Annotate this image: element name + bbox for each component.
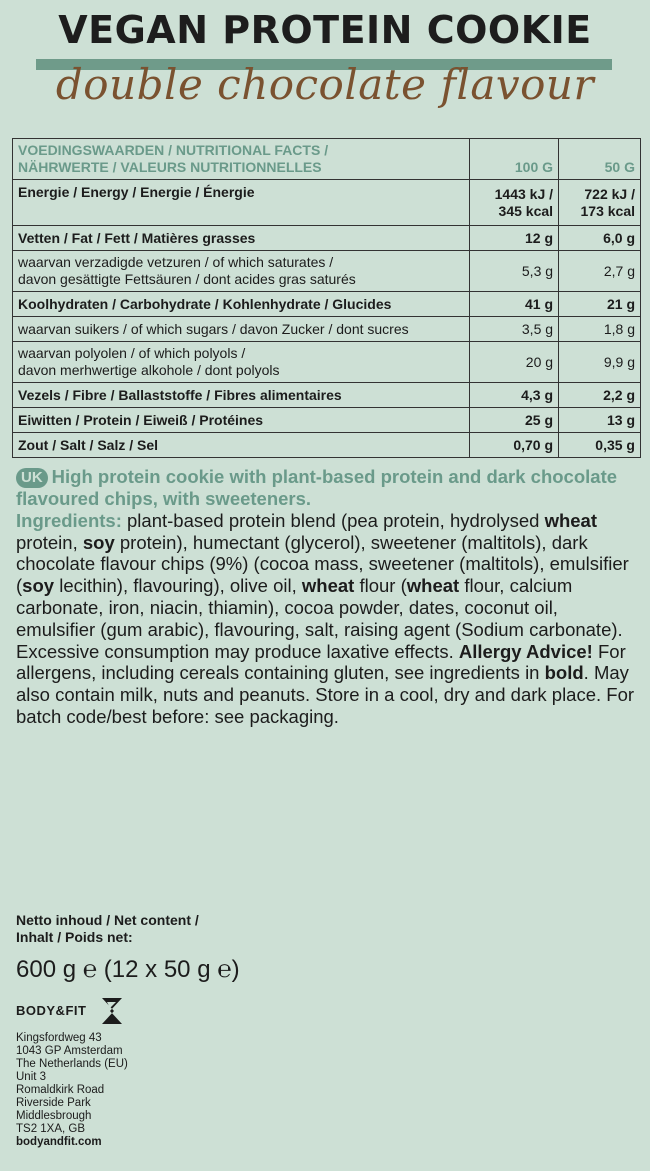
table-row (13, 226, 641, 251)
row-value-50g: 13 g (559, 408, 641, 433)
row-value-50g: 1,8 g (559, 317, 641, 342)
row-value-50g: 6,0 g (559, 226, 641, 251)
nutrition-header-row (13, 139, 641, 180)
estimated-sign-icon: ℮ (82, 956, 98, 983)
row-value-50g: 21 g (559, 292, 641, 317)
ingredients-text: plant-based protein blend (pea protein, hydrolysed (121, 509, 545, 531)
table-row (13, 317, 641, 342)
row-value-50g: 0,35 g (559, 433, 641, 458)
ingredients-text: protein), humectant (glycerol), sweetener (maltitols), dark chocolate flavour chips (9%) (cocoa mass, sweetener (maltitols), emulsifier ( (16, 531, 629, 597)
row-label (13, 180, 470, 226)
allergen-keyword: wheat (301, 575, 355, 597)
row-label: Eiwitten / Protein / Eiweiß / Protéines (13, 408, 470, 433)
net-content-label-line: Inhalt / Poids net: (16, 929, 133, 945)
ingredients-text: For allergens, including cereals containing gluten, see ingredients in (16, 640, 626, 684)
row-label (13, 342, 470, 383)
table-row (13, 383, 641, 408)
nutrition-table (12, 138, 641, 458)
address-line: Unit 3 (16, 1071, 47, 1083)
allergen-keyword: wheat (544, 509, 598, 531)
row-value-100g: 4,3 g (470, 383, 559, 408)
bodyandfit-logo-mark-icon (101, 997, 123, 1025)
row-value-100g: 3,5 g (470, 317, 559, 342)
row-label-line: davon gesättigte Fettsäuren / dont acides gras saturés (18, 271, 356, 287)
allergen-keyword: soy (22, 575, 55, 597)
row-value-100g: 20 g (470, 342, 559, 383)
row-label-line: waarvan polyolen / of which polyols / (18, 345, 246, 361)
row-value-100g: 25 g (470, 408, 559, 433)
ingredients-text: flour, calcium carbonate, iron, niacin, thiamin), cocoa powder, dates, coconut oil, emulsifier (gum arabic), flavouring, salt, raising agent (Sodium carbonate). Excessive consumption may produce laxative effects. (16, 575, 623, 662)
address-line: Middlesbrough (16, 1110, 92, 1122)
nutrition-header-label-line1: VOEDINGSWAARDEN / NUTRITIONAL FACTS / (18, 142, 329, 158)
company-address (16, 1032, 128, 1149)
table-row (13, 180, 641, 226)
ingredients-text: flour ( (354, 575, 407, 597)
row-value-50g: 9,9 g (559, 342, 641, 383)
allergen-keyword: wheat (406, 575, 460, 597)
net-content-label-line: Netto inhoud / Net content / (16, 912, 199, 928)
table-row (13, 342, 641, 383)
row-value-100g (470, 180, 559, 226)
row-label: Zout / Salt / Salz / Sel (13, 433, 470, 458)
net-weight-close: ) (231, 956, 240, 983)
product-description (16, 466, 641, 728)
product-title: VEGAN PROTEIN COOKIE (58, 8, 592, 52)
address-line: The Netherlands (EU) (16, 1058, 128, 1070)
table-row (13, 251, 641, 292)
brand-logo (16, 997, 126, 1027)
product-flavour: double chocolate flavour (55, 60, 595, 109)
ingredients-label: Ingredients: (16, 509, 122, 531)
row-value-50g (559, 180, 641, 226)
brand-name: BODY&FIT (16, 1003, 87, 1018)
row-value-50g: 2,7 g (559, 251, 641, 292)
address-line: TS2 1XA, GB (16, 1123, 86, 1135)
nutrition-header-label-line2: NÄHRWERTE / VALEURS NUTRITIONNELLES (18, 159, 322, 175)
product-summary: High protein cookie with plant-based protein and dark chocolate flavoured chips, with sweeteners. (16, 466, 618, 509)
bold-keyword: bold (544, 662, 584, 684)
net-weight-detail: (12 x 50 g (97, 956, 218, 983)
row-label: Koolhydraten / Carbohydrate / Kohlenhydrate / Glucides (13, 292, 470, 317)
ingredients-text: . May also contain milk, nuts and peanuts. Store in a cool, dry and dark place. For batch code/best before: see packaging. (16, 662, 635, 727)
column-header-100g: 100 G (470, 139, 559, 180)
table-row (13, 292, 641, 317)
row-label: Vetten / Fat / Fett / Matières grasses (13, 226, 470, 251)
allergy-advice-label: Allergy Advice! (458, 640, 593, 662)
address-line: 1043 GP Amsterdam (16, 1045, 123, 1057)
row-value-100g: 5,3 g (470, 251, 559, 292)
row-value-100g: 0,70 g (470, 433, 559, 458)
row-label-line: waarvan verzadigde vetzuren / of which saturates / (18, 254, 334, 270)
net-content-value (16, 955, 240, 985)
estimated-sign-icon: ℮ (217, 956, 232, 983)
address-line: Riverside Park (16, 1097, 91, 1109)
column-header-50g: 50 G (559, 139, 641, 180)
address-line: Kingsfordweg 43 (16, 1032, 102, 1044)
ingredients-text: protein, (16, 531, 83, 553)
row-label: Vezels / Fibre / Ballaststoffe / Fibres alimentaires (13, 383, 470, 408)
value-line: 345 kcal (498, 202, 554, 219)
net-content-label (16, 912, 276, 946)
value-line: 722 kJ / (584, 185, 635, 202)
row-value-100g: 41 g (470, 292, 559, 317)
allergen-keyword: soy (82, 531, 115, 553)
row-label: waarvan suikers / of which sugars / davon Zucker / dont sucres (13, 317, 470, 342)
language-badge: UK (16, 468, 48, 488)
value-line: 173 kcal (580, 202, 635, 219)
ingredients-text: lecithin), flavouring), olive oil, (54, 575, 302, 597)
table-row (13, 433, 641, 458)
table-row (13, 408, 641, 433)
website-link[interactable]: bodyandfit.com (16, 1136, 102, 1148)
row-label (13, 251, 470, 292)
nutrition-header-label (13, 139, 470, 180)
row-value-100g: 12 g (470, 226, 559, 251)
value-line: 1443 kJ / (494, 185, 554, 202)
row-label-line: Energie / Energy / Energie / Énergie (18, 184, 255, 200)
net-weight: 600 g (16, 956, 83, 983)
row-label-line: davon merhwertige alkohole / dont polyols (18, 362, 280, 378)
address-line: Romaldkirk Road (16, 1084, 105, 1096)
row-value-50g: 2,2 g (559, 383, 641, 408)
